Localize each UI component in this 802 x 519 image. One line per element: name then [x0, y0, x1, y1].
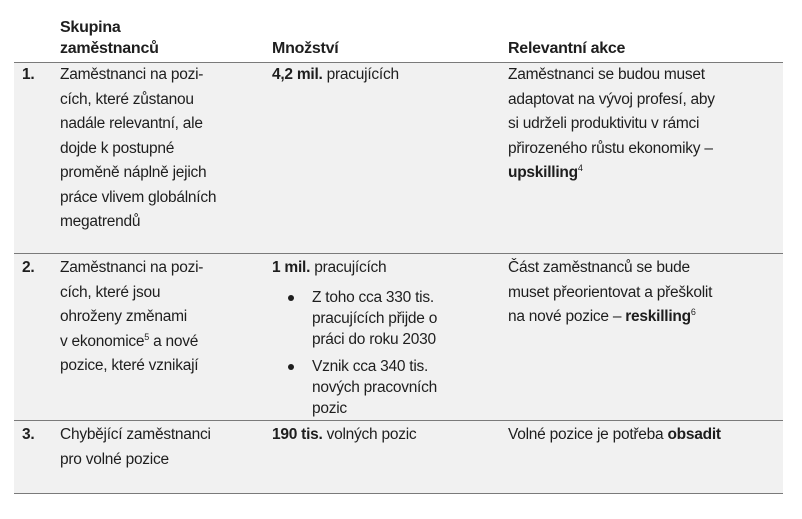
group-cell	[60, 423, 260, 472]
amount-bullets	[272, 287, 482, 419]
text-line: cích, které zůstanou	[60, 90, 194, 108]
header-action: Relevantní akce	[508, 40, 626, 57]
text-line: nových pracovních	[312, 378, 437, 396]
table-row	[14, 62, 783, 253]
text-line: v ekonomice	[60, 332, 145, 350]
action-keyword: reskilling	[625, 308, 691, 325]
header-group	[60, 17, 159, 59]
amount-cell	[272, 63, 482, 88]
text-line: přirozeného růstu ekonomiky –	[508, 139, 713, 157]
text-line: muset přeorientovat a přeškolit	[508, 283, 713, 301]
action-cell	[508, 423, 778, 448]
bullet-icon	[288, 364, 294, 370]
text-line: na nové pozice –	[508, 308, 626, 325]
row-number: 3.	[22, 426, 35, 443]
amount-cell	[272, 423, 482, 448]
action-cell	[508, 256, 778, 330]
amount-cell	[272, 256, 482, 419]
text-line: Část zaměstnanců se bude	[508, 259, 690, 276]
text-line: pozice, které vznikají	[60, 357, 199, 374]
text-line: pozic	[312, 399, 347, 417]
footnote-ref: 5	[144, 331, 150, 342]
footnote-ref: 6	[690, 307, 696, 317]
text-line: pro volné pozice	[60, 450, 169, 468]
text-line: práce vlivem globálních	[60, 188, 217, 206]
header-amount: Množství	[272, 40, 339, 57]
text-line: Chybějící zaměstnanci	[60, 426, 211, 443]
text-line: ohroženy změnami	[60, 308, 187, 325]
action-keyword: upskilling	[508, 164, 578, 181]
action-cell	[508, 63, 778, 186]
row-number: 2.	[22, 259, 35, 276]
text-line: Zaměstnanci na pozi-	[60, 259, 204, 276]
table-row	[14, 253, 783, 420]
text-line: Vznik cca 340 tis.	[312, 357, 429, 375]
action-keyword: obsadit	[667, 426, 721, 443]
amount-value: 190 tis.	[272, 426, 323, 443]
table-row	[14, 420, 783, 494]
text-line: Zaměstnanci se budou muset	[508, 66, 705, 83]
amount-unit: volných pozic	[322, 426, 417, 443]
amount-value: 4,2 mil.	[272, 66, 323, 83]
text-line: nadále relevantní, ale	[60, 115, 203, 132]
header-group-line: zaměstnanců	[60, 40, 159, 57]
text-line: pracujících přijde o	[312, 309, 438, 327]
text-line: adaptovat na vývoj profesí, aby	[508, 90, 715, 108]
bullet-item	[272, 356, 482, 419]
text-line: Volné pozice je potřeba	[508, 426, 668, 443]
text-line: Zaměstnanci na pozi-	[60, 66, 204, 83]
amount-unit: pracujících	[322, 66, 399, 83]
amount-unit: pracujících	[310, 259, 387, 276]
group-cell	[60, 256, 260, 379]
text-line: cích, které jsou	[60, 283, 161, 301]
bullet-icon	[288, 295, 294, 301]
amount-value: 1 mil.	[272, 259, 311, 276]
bullet-item	[272, 287, 482, 350]
header-group-line: Skupina	[60, 19, 121, 36]
footnote-ref: 4	[577, 163, 583, 173]
group-cell	[60, 63, 260, 235]
text-line: dojde k postupné	[60, 139, 175, 157]
text-line: proměně náplně jejich	[60, 164, 207, 181]
text-line: Z toho cca 330 tis.	[312, 288, 434, 306]
text-line: si udrželi produktivitu v rámci	[508, 115, 700, 132]
row-number: 1.	[22, 66, 35, 83]
text-line: megatrendů	[60, 213, 141, 230]
text-line: a nové	[149, 332, 199, 350]
text-line: práci do roku 2030	[312, 330, 436, 348]
